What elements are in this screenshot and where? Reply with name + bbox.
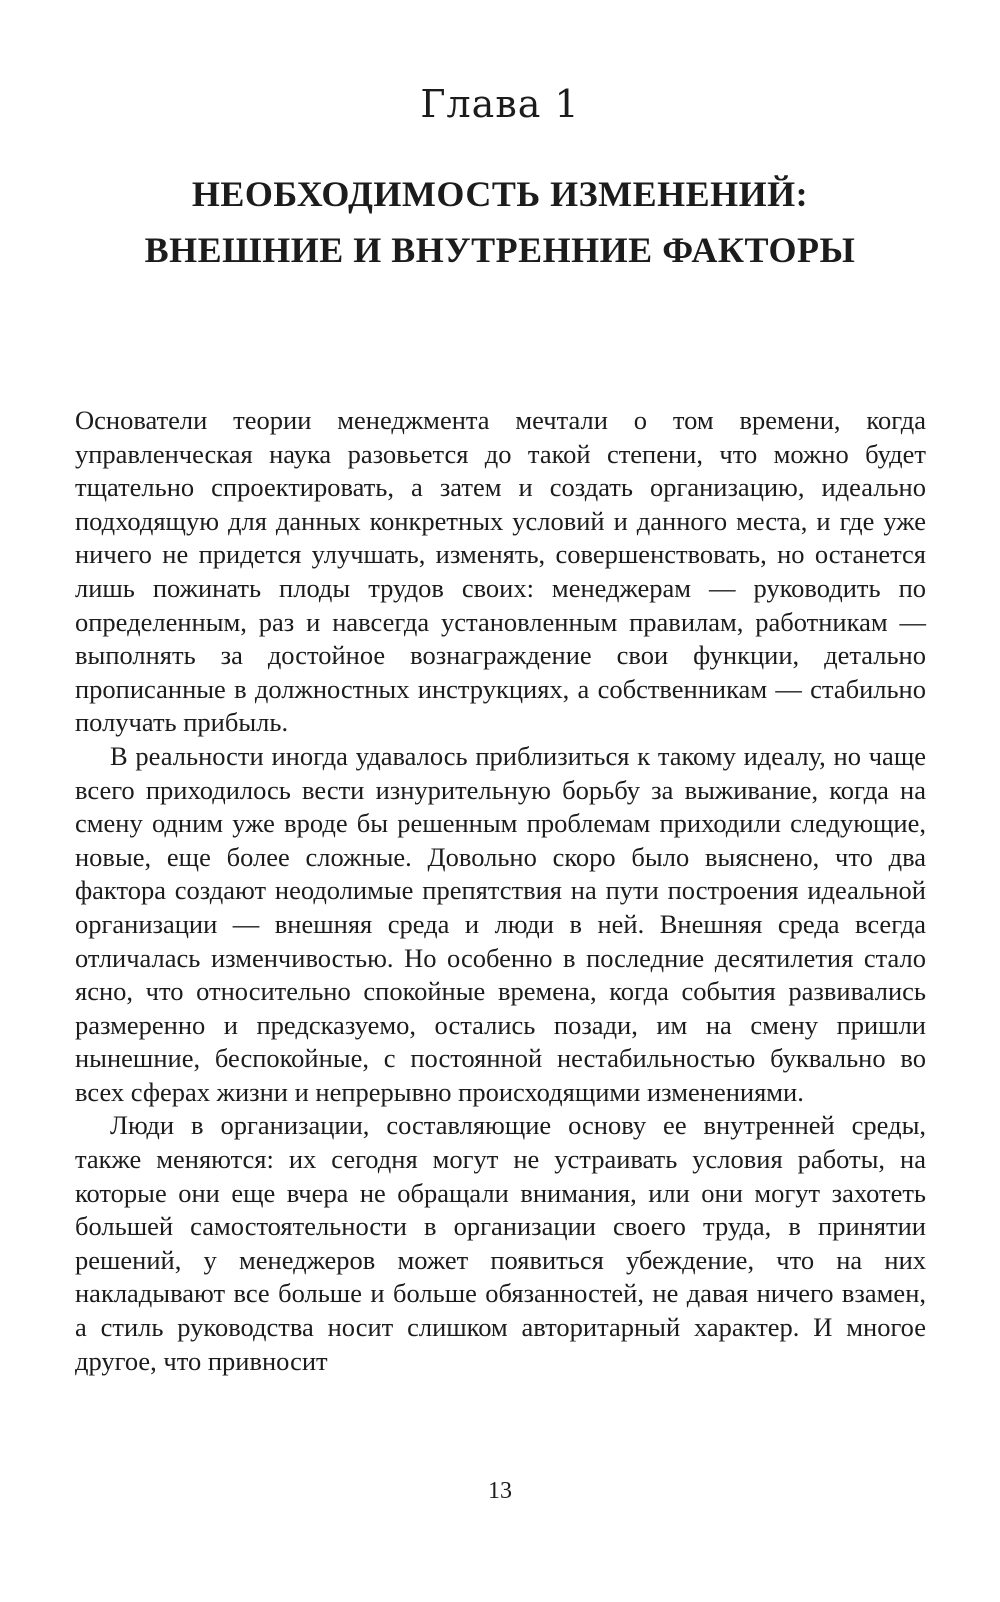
paragraph-1: Основатели теории менеджмента мечтали о том времени, когда управленческая наука разовьется до такой степени, что можно будет тщательно спроектировать, а затем и создать организацию, идеально подходящую для данных конкретных условий и данного места, и где уже ничего не придется улучшать, изменять, совершенствовать, но останется лишь пожинать плоды трудов своих: менеджерам — руководить по определенным, раз и навсегда установленным правилам, работникам — выполнять за достойное вознаграждение свои функции, детально прописанные в должностных инструкциях, а собственникам — стабильно получать прибыль. <box>75 405 926 738</box>
paragraph-2: В реальности иногда удавалось приблизиться к такому идеалу, но чаще всего приходилось вести изнурительную борьбу за выживание, когда на смену одним уже вроде бы решенным проблемам приходили следующие, новые, еще более сложные. Довольно скоро было выяснено, что два фактора создают неодолимые препятствия на пути построения идеальной организации — внешняя среда и люди в ней. Внешняя среда всегда отличалась изменчивостью. Но особенно в последние десятилетия стало ясно, что относительно спокойные времена, когда события развивались размеренно и предсказуемо, остались позади, им на смену пришли нынешние, беспокойные, с постоянной нестабильностью буквально во всех сферах жизни и непрерывно происходящими изменениями. <box>75 740 926 1107</box>
chapter-label: Глава 1 <box>420 82 580 126</box>
chapter-title-line-2: ВНЕШНИЕ И ВНУТРЕННИЕ ФАКТОРЫ <box>144 230 856 270</box>
paragraph-3: Люди в организации, составляющие основу ее внутренней среды, также меняются: их сегодня могут не устраивать условия работы, на которые они еще вчера не обращали внимания, или они могут захотеть большей самостоятельности в организации своего труда, в принятии решений, у менеджеров может появиться убеждение, что на них накладывают все больше и больше обязанностей, не давая ничего взамен, а стиль руководства носит слишком авторитарный характер. И многое другое, что привносит <box>75 1110 926 1376</box>
body-text <box>75 404 926 1378</box>
page-number: 13 <box>488 1478 512 1504</box>
chapter-title <box>0 166 1000 278</box>
chapter-title-line-1: НЕОБХОДИМОСТЬ ИЗМЕНЕНИЙ: <box>191 174 809 214</box>
